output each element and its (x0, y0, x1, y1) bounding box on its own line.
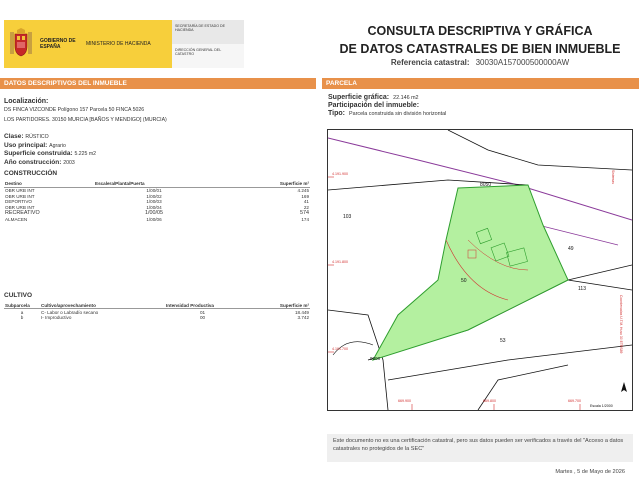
tipo-value: Parcela construida sin división horizontal (348, 111, 447, 117)
section-header-parcela: PARCELA (322, 78, 639, 89)
superficie-label: Superficie construida: (4, 150, 73, 157)
government-logo-block (4, 20, 244, 68)
participacion-label: Participación del inmueble: (328, 102, 420, 109)
north-arrow-icon (621, 382, 627, 392)
side-annotation-2: Coordenadas U.T.M. Huso 30 ETRS89 (619, 295, 623, 354)
cultivo-cell: 3.742 (297, 315, 309, 321)
y-coord-1: 4.191.900 (332, 172, 348, 176)
construccion-cell: 1/00/02 (146, 193, 162, 199)
localizacion-line-2: LOS PARTIDORES. 30150 MURCIA [BAÑOS Y MENDIGO] (MURCIA) (4, 117, 167, 123)
superficie-row (4, 150, 314, 157)
document-date: Martes , 5 de Mayo de 2026 (555, 469, 625, 475)
clase-label: Clase: (4, 133, 24, 140)
tipo-label: Tipo: (328, 110, 345, 117)
parcel-label-9008: 9008 (370, 356, 381, 361)
document-title (330, 22, 630, 58)
gobierno-text: GOBIERNO DE ESPAÑA (40, 38, 76, 50)
cultivo-header: Superficie m² (240, 302, 310, 309)
construccion-cell: 1/00/03 (146, 199, 162, 205)
catastro-logo-side (172, 20, 244, 68)
disclaimer-text: Este documento no es una certificación catastral, pero sus datos pueden ser verificados a través del "Acceso a datos catastrales no protegidos de la SEC" (327, 434, 633, 462)
parcel-label-49: 49 (568, 246, 574, 252)
cultivo-cell: 00 (199, 315, 206, 321)
construccion-cell: OBR URB INT (5, 187, 35, 193)
construccion-header-row (4, 181, 310, 188)
uso-row (4, 142, 314, 149)
sup-grafica-label: Superficie gráfica: (328, 94, 390, 101)
construccion-cell: 169 (301, 193, 309, 199)
construccion-cell: OBR URB INT (5, 193, 35, 199)
construccion-cell: RECREATIVO (5, 210, 40, 217)
parcel-label-113: 113 (578, 286, 586, 292)
title-line-2: DE DATOS CATASTRALES DE BIEN INMUEBLE (339, 42, 621, 56)
tipo-row (328, 110, 636, 117)
parcel-label-53: 53 (500, 338, 506, 344)
construccion-row (4, 217, 310, 223)
construccion-cell: 22 (303, 204, 309, 210)
parcel-map (327, 129, 633, 411)
cultivo-row (4, 315, 310, 321)
parcel-boundary (478, 365, 568, 410)
localizacion-line-1: DS FINCA VIZCONDE Polígono 157 Parcela 50 FINCA 5026 (4, 107, 145, 113)
y-coord-3: 4.191.700 (332, 347, 348, 351)
construccion-table (4, 181, 310, 223)
cultivo-title: CULTIVO (4, 292, 33, 300)
construccion-header: Superficie m² (214, 181, 310, 188)
uso-label: Uso principal: (4, 141, 48, 149)
sup-grafica-value: 22.146 m2 (393, 95, 419, 101)
sup-grafica-row (328, 94, 636, 101)
parcela-info (328, 90, 636, 117)
cultivo-cell: C- Labor o Labradío secano (41, 309, 99, 315)
side-annotation-1: Sistemas (611, 170, 615, 184)
construccion-title: CONSTRUCCIÓN (4, 169, 58, 177)
participacion-row (328, 102, 636, 109)
cultivo-header: Cultivo/aprovechamiento (40, 302, 165, 309)
construccion-header: Destino (4, 181, 94, 188)
title-line-1: CONSULTA DESCRIPTIVA Y GRÁFICA (367, 24, 593, 38)
anio-label: Año construcción: (4, 158, 62, 166)
cultivo-header: Subparcela (4, 302, 40, 309)
cultivo-header: Intensidad Productiva (165, 302, 240, 309)
direccion-text: DIRECCIÓN GENERAL DEL CATASTRO (172, 44, 244, 68)
construccion-cell: 4.245 (297, 187, 309, 193)
construccion-cell: 174 (301, 216, 309, 222)
ref-label: Referencia catastral: (390, 58, 470, 67)
construccion-cell: 1/00/04 (146, 204, 162, 210)
gobierno-logo (4, 20, 172, 68)
uso-value: Agrario (49, 142, 66, 149)
cultivo-cell: b (20, 315, 24, 321)
construccion-cell: DEPORTIVO (5, 199, 32, 205)
x-coord-3: 669.700 (568, 399, 581, 403)
map-scale: Escala 1/2000 (590, 404, 613, 408)
construccion-cell: 1/00/05 (145, 210, 163, 217)
subject-parcel (373, 185, 568, 360)
construccion-cell: 1/00/01 (146, 187, 162, 193)
section-header-datos: DATOS DESCRIPTIVOS DEL INMUEBLE (0, 78, 316, 89)
construccion-cell: 1/00/06 (146, 216, 162, 222)
parcel-boundary (568, 265, 632, 280)
parcel-label-103: 103 (343, 214, 352, 220)
anio-value: 2003 (63, 159, 75, 166)
x-coord-2: 669.800 (483, 399, 496, 403)
ministerio-text: MINISTERIO DE HACIENDA (86, 41, 151, 47)
construccion-row (4, 210, 310, 217)
secretaria-text: SECRETARÍA DE ESTADO DE HACIENDA (172, 20, 244, 44)
cultivo-table (4, 302, 310, 320)
construccion-cell: 41 (303, 199, 309, 205)
clase-row (4, 133, 314, 140)
cadastral-map-svg (328, 130, 632, 410)
anio-row (4, 159, 314, 166)
parcel-label-8050: 8050 (480, 182, 492, 188)
referencia-catastral (330, 58, 630, 67)
localizacion-label: Localización: (4, 98, 49, 105)
cultivo-cell: 18.449 (294, 309, 309, 315)
datos-descriptivos (4, 94, 314, 321)
parcel-boundary (388, 345, 632, 380)
cultivo-cell: a (20, 309, 24, 315)
x-coord-1: 669.900 (398, 399, 411, 403)
cultivo-cell: 01 (199, 309, 206, 315)
superficie-value: 5.225 m2 (74, 151, 97, 157)
cultivo-header-row (4, 302, 310, 309)
parcel-label-50: 50 (461, 278, 467, 284)
construccion-cell: ALMACEN (5, 216, 28, 222)
coat-of-arms-icon (8, 28, 34, 60)
parcel-boundary (448, 130, 632, 170)
construccion-header: Escalera/Planta/Puerta (94, 181, 214, 188)
construccion-cell: 574 (300, 210, 309, 217)
clase-value: RÚSTICO (25, 134, 49, 140)
ref-value: 30030A157000500000AW (475, 58, 570, 67)
cultivo-cell: I- Improductivo (41, 315, 72, 321)
construccion-cell: OBR URB INT (5, 204, 35, 210)
y-coord-2: 4.191.800 (332, 260, 348, 264)
